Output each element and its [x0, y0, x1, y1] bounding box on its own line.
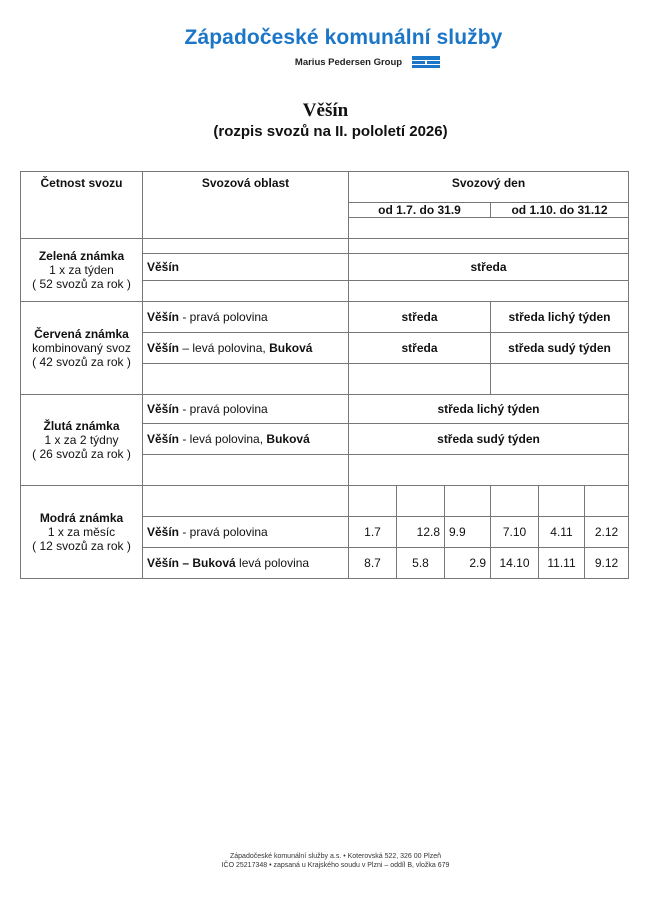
blue-area-1: Věšín - pravá polovina: [143, 517, 349, 548]
green-desc: 1 x za týden: [49, 263, 114, 277]
company-name: Západočeské komunální služby: [184, 26, 503, 49]
page-title: Věšín: [302, 100, 349, 121]
red-row-1: [21, 302, 629, 333]
green-day: středa: [349, 254, 629, 281]
yellow-desc: 1 x za 2 týdny: [44, 433, 119, 447]
blue-desc: 1 x za měsíc: [47, 525, 116, 539]
marius-pedersen-logo-icon: [412, 56, 440, 68]
page-subtitle: (rozpis svozů na II. pololetí 2026): [213, 123, 448, 140]
yellow-row-1: [21, 395, 629, 424]
header-period-2: od 1.10. do 31.12: [491, 203, 629, 218]
blue-area-2: Věšín – Buková levá polovina: [143, 548, 349, 579]
red-name: Červená známka: [34, 327, 129, 341]
red-area-2: Věšín – levá polovina, Buková: [143, 333, 349, 364]
header-period-1: od 1.7. do 31.9: [349, 203, 491, 218]
green-count: ( 52 svozů za rok ): [32, 277, 131, 291]
yellow-area-2: Věšín - levá polovina, Buková: [143, 424, 349, 455]
header-frequency: Četnost svozu: [21, 172, 143, 239]
yellow-area-1: Věšín - pravá polovina: [143, 395, 349, 424]
blue-frequency: [21, 486, 143, 579]
red-period2-2: středa sudý týden: [491, 333, 629, 364]
green-name: Zelená známka: [38, 249, 125, 263]
footer-registration: IČO 25217348 • zapsaná u Krajského soudu v Plzni – oddíl B, vložka 679: [221, 862, 450, 869]
blue-date: 9.12: [585, 548, 629, 579]
red-period1-2: středa: [349, 333, 491, 364]
blue-date: 11.11: [539, 548, 585, 579]
header-row: [21, 172, 629, 203]
blue-row-spacer: [21, 486, 629, 517]
red-desc: kombinovaný svoz: [32, 341, 131, 355]
yellow-frequency: [21, 395, 143, 486]
red-area-1: Věšín - pravá polovina: [143, 302, 349, 333]
yellow-name: Žlutá známka: [43, 419, 120, 433]
header-day: Svozový den: [349, 172, 629, 203]
red-period2-1: středa lichý týden: [491, 302, 629, 333]
blue-date: 4.11: [539, 517, 585, 548]
yellow-day-2: středa sudý týden: [349, 424, 629, 455]
schedule-table: [20, 171, 629, 579]
footer-address: Západočeské komunální služby a.s. • Koterovská 522, 326 00 Plzeň: [229, 853, 442, 860]
blue-date: 2.9: [445, 548, 491, 579]
red-count: ( 42 svozů za rok ): [32, 355, 131, 369]
blue-date: 5.8: [397, 548, 445, 579]
group-line: [0, 56, 651, 68]
blue-name: Modrá známka: [39, 511, 124, 525]
blue-date: 14.10: [491, 548, 539, 579]
footer: [0, 852, 651, 870]
yellow-day-1: středa lichý týden: [349, 395, 629, 424]
blue-date: 1.7: [349, 517, 397, 548]
green-frequency: [21, 239, 143, 302]
blue-date: 9.9: [445, 517, 491, 548]
green-row-spacer: [21, 239, 629, 254]
blue-date: 8.7: [349, 548, 397, 579]
green-area: Věšín: [143, 254, 349, 281]
blue-date: 2.12: [585, 517, 629, 548]
header-area: Svozová oblast: [143, 172, 349, 239]
red-period1-1: středa: [349, 302, 491, 333]
blue-date: 7.10: [491, 517, 539, 548]
blue-count: ( 12 svozů za rok ): [32, 539, 131, 553]
group-name: Marius Pedersen Group: [294, 56, 403, 68]
yellow-count: ( 26 svozů za rok ): [32, 447, 131, 461]
blue-date: 12.8: [397, 517, 445, 548]
red-frequency: [21, 302, 143, 395]
